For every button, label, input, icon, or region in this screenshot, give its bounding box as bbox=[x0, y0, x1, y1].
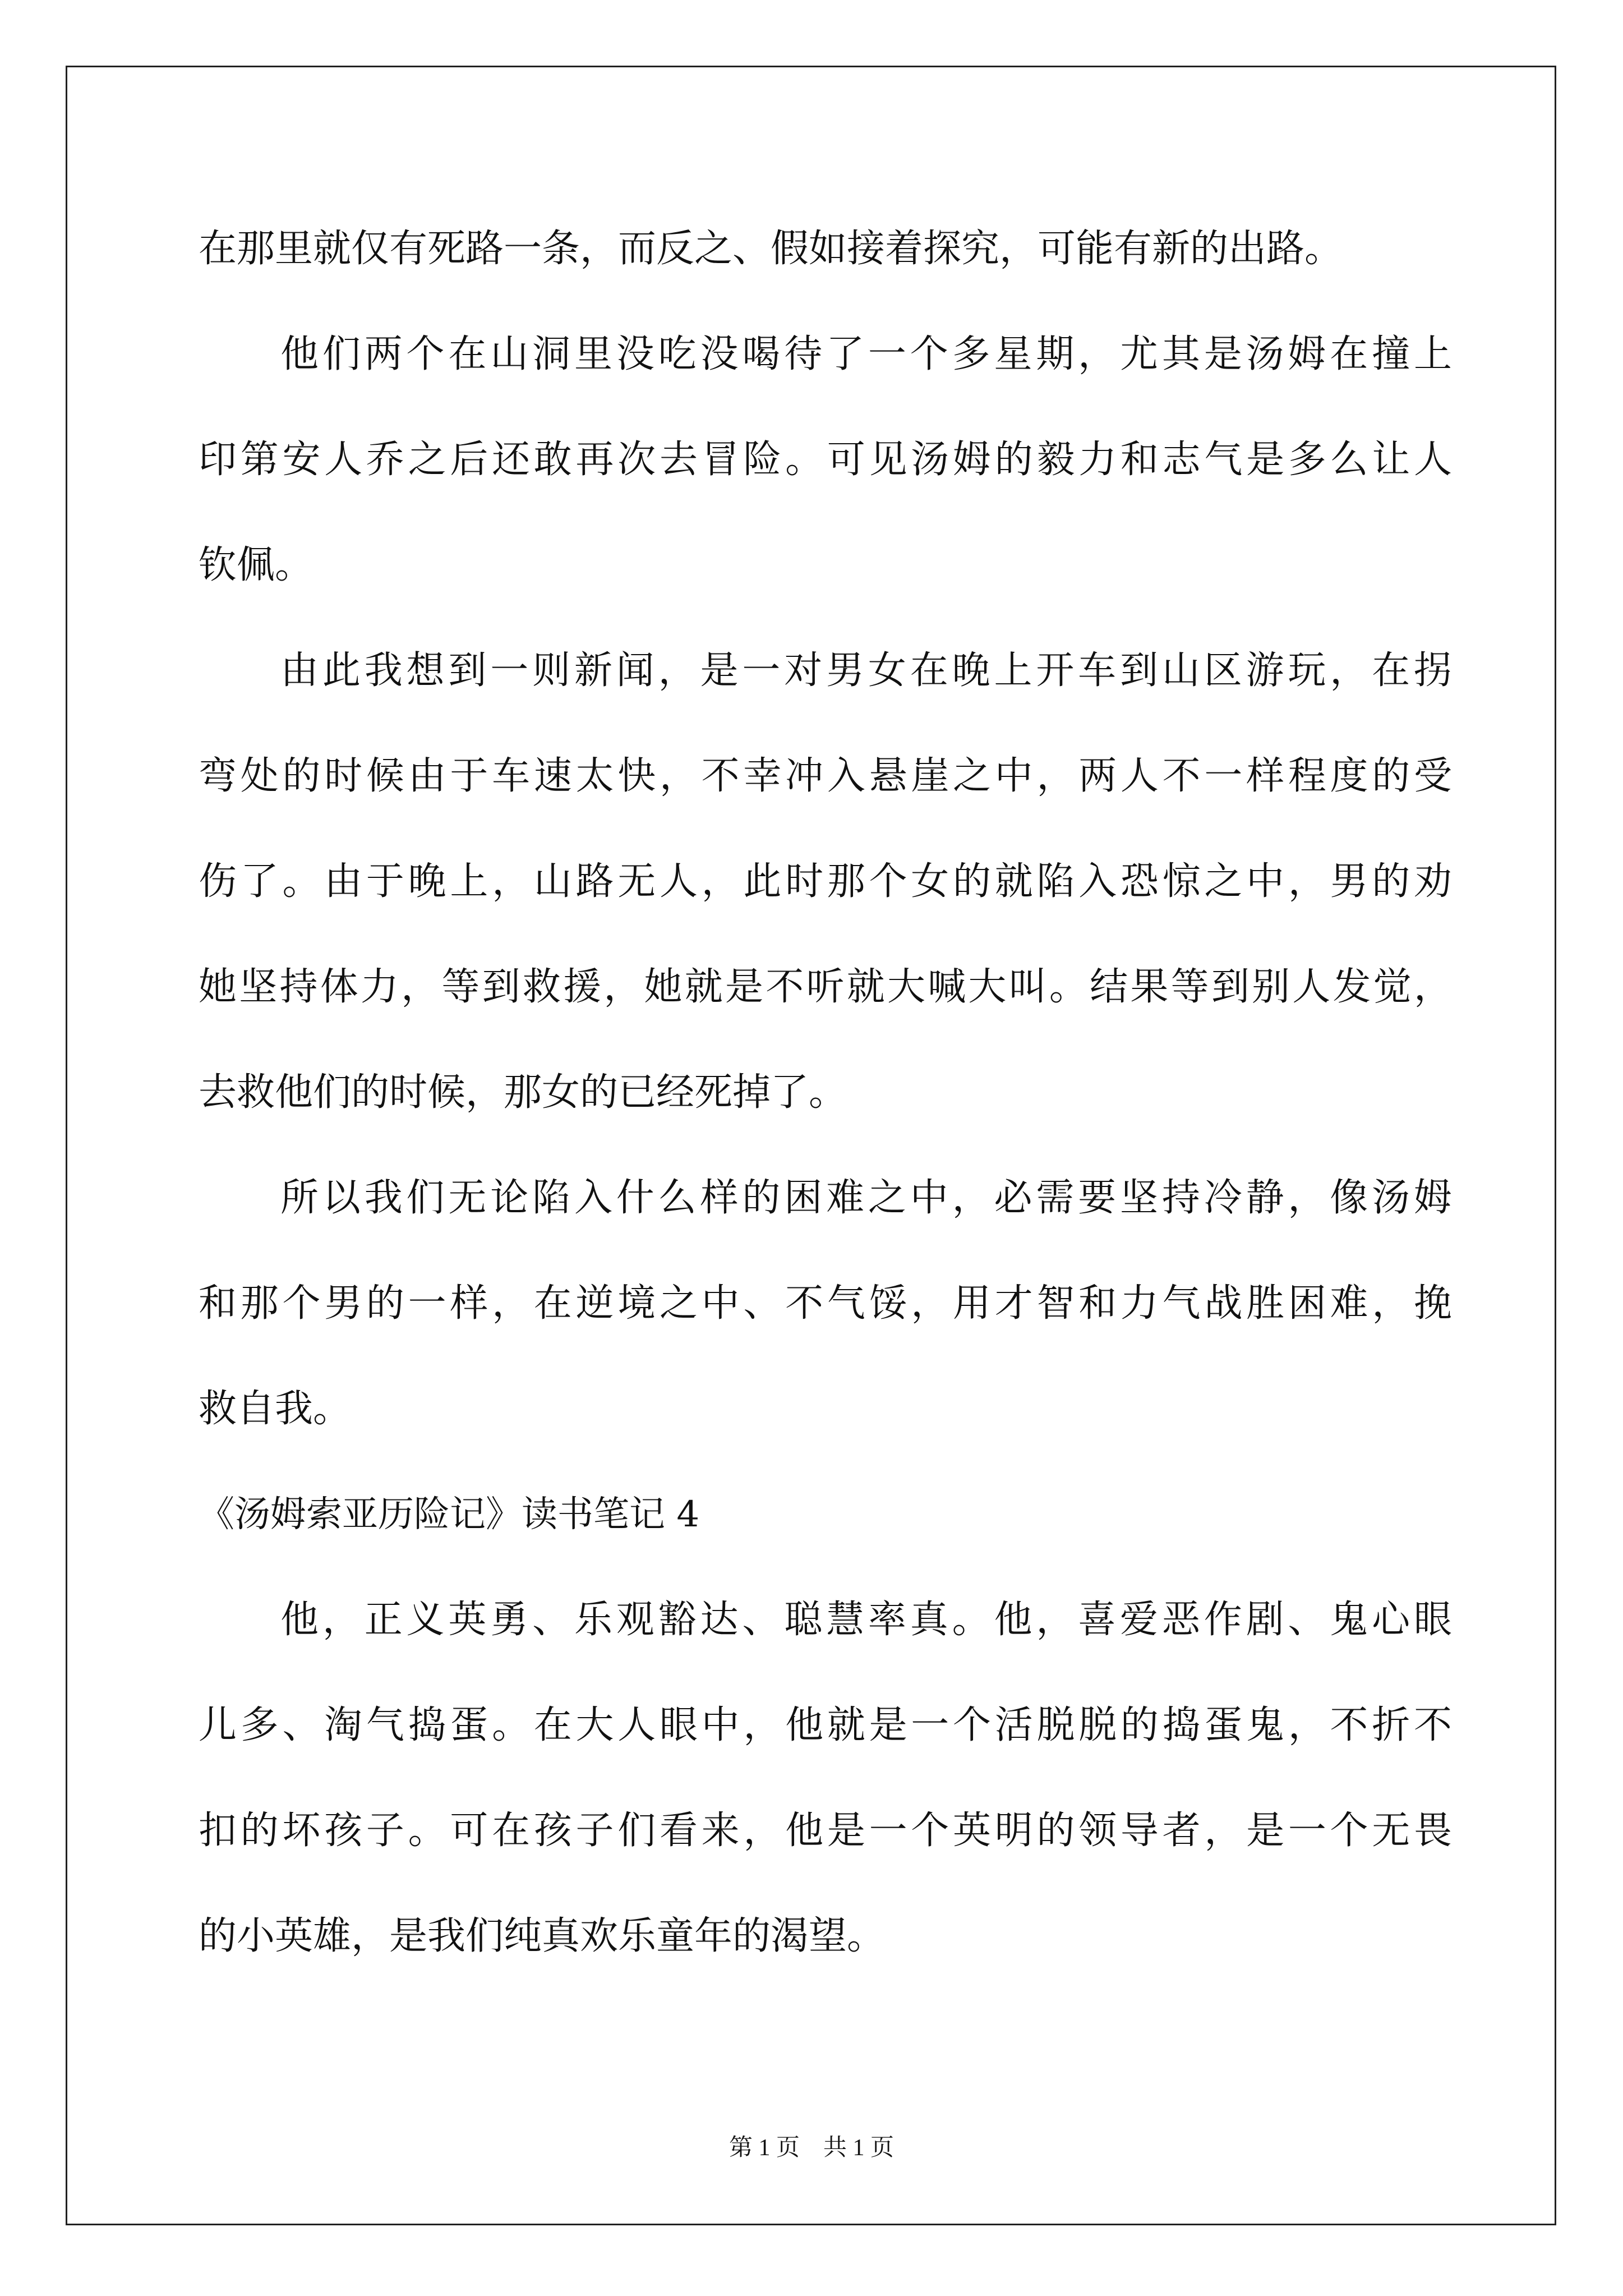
text-line: 救自我。 bbox=[199, 1387, 352, 1431]
text-line: 由此我想到一则新闻，是一对男女在晚上开车到山区游玩，在拐 bbox=[280, 648, 1452, 693]
document-body bbox=[199, 196, 1452, 1989]
text-line: 的小英雄，是我们纯真欢乐童年的渴望。 bbox=[199, 1914, 886, 1958]
text-line: 在那里就仅有死路一条，而反之、假如接着探究，可能有新的出路。 bbox=[199, 227, 1343, 271]
text-line: 和那个男的一样，在逆境之中、不气馁，用才智和力气战胜困难，挽 bbox=[199, 1281, 1452, 1326]
section-heading: 《汤姆索亚历险记》读书笔记 4 bbox=[199, 1494, 700, 1535]
text-line: 儿多、淘气捣蛋。在大人眼中，他就是一个活脱脱的捣蛋鬼，不折不 bbox=[199, 1703, 1452, 1747]
text-line: 她坚持体力，等到救援，她就是不听就大喊大叫。结果等到别人发觉， bbox=[199, 965, 1452, 1009]
text-line: 弯处的时候由于车速太快，不幸冲入悬崖之中，两人不一样程度的受 bbox=[199, 754, 1452, 798]
page-footer: 第 1 页 共 1 页 bbox=[728, 2135, 894, 2161]
text-line: 钦佩。 bbox=[199, 543, 313, 587]
text-line: 他，正义英勇、乐观豁达、聪慧率真。他，喜爱恶作剧、鬼心眼 bbox=[280, 1598, 1452, 1642]
text-line: 伤了。由于晚上，山路无人，此时那个女的就陷入恐惊之中，男的劝 bbox=[199, 859, 1452, 904]
text-line: 他们两个在山洞里没吃没喝待了一个多星期，尤其是汤姆在撞上 bbox=[280, 332, 1452, 376]
text-line: 扣的坏孩子。可在孩子们看来，他是一个英明的领导者，是一个无畏 bbox=[199, 1809, 1452, 1853]
text-line: 印第安人乔之后还敢再次去冒险。可见汤姆的毅力和志气是多么让人 bbox=[199, 438, 1452, 482]
text-line: 所以我们无论陷入什么样的困难之中，必需要坚持冷静，像汤姆 bbox=[280, 1176, 1452, 1220]
text-line: 去救他们的时候，那女的已经死掉了。 bbox=[199, 1070, 847, 1115]
